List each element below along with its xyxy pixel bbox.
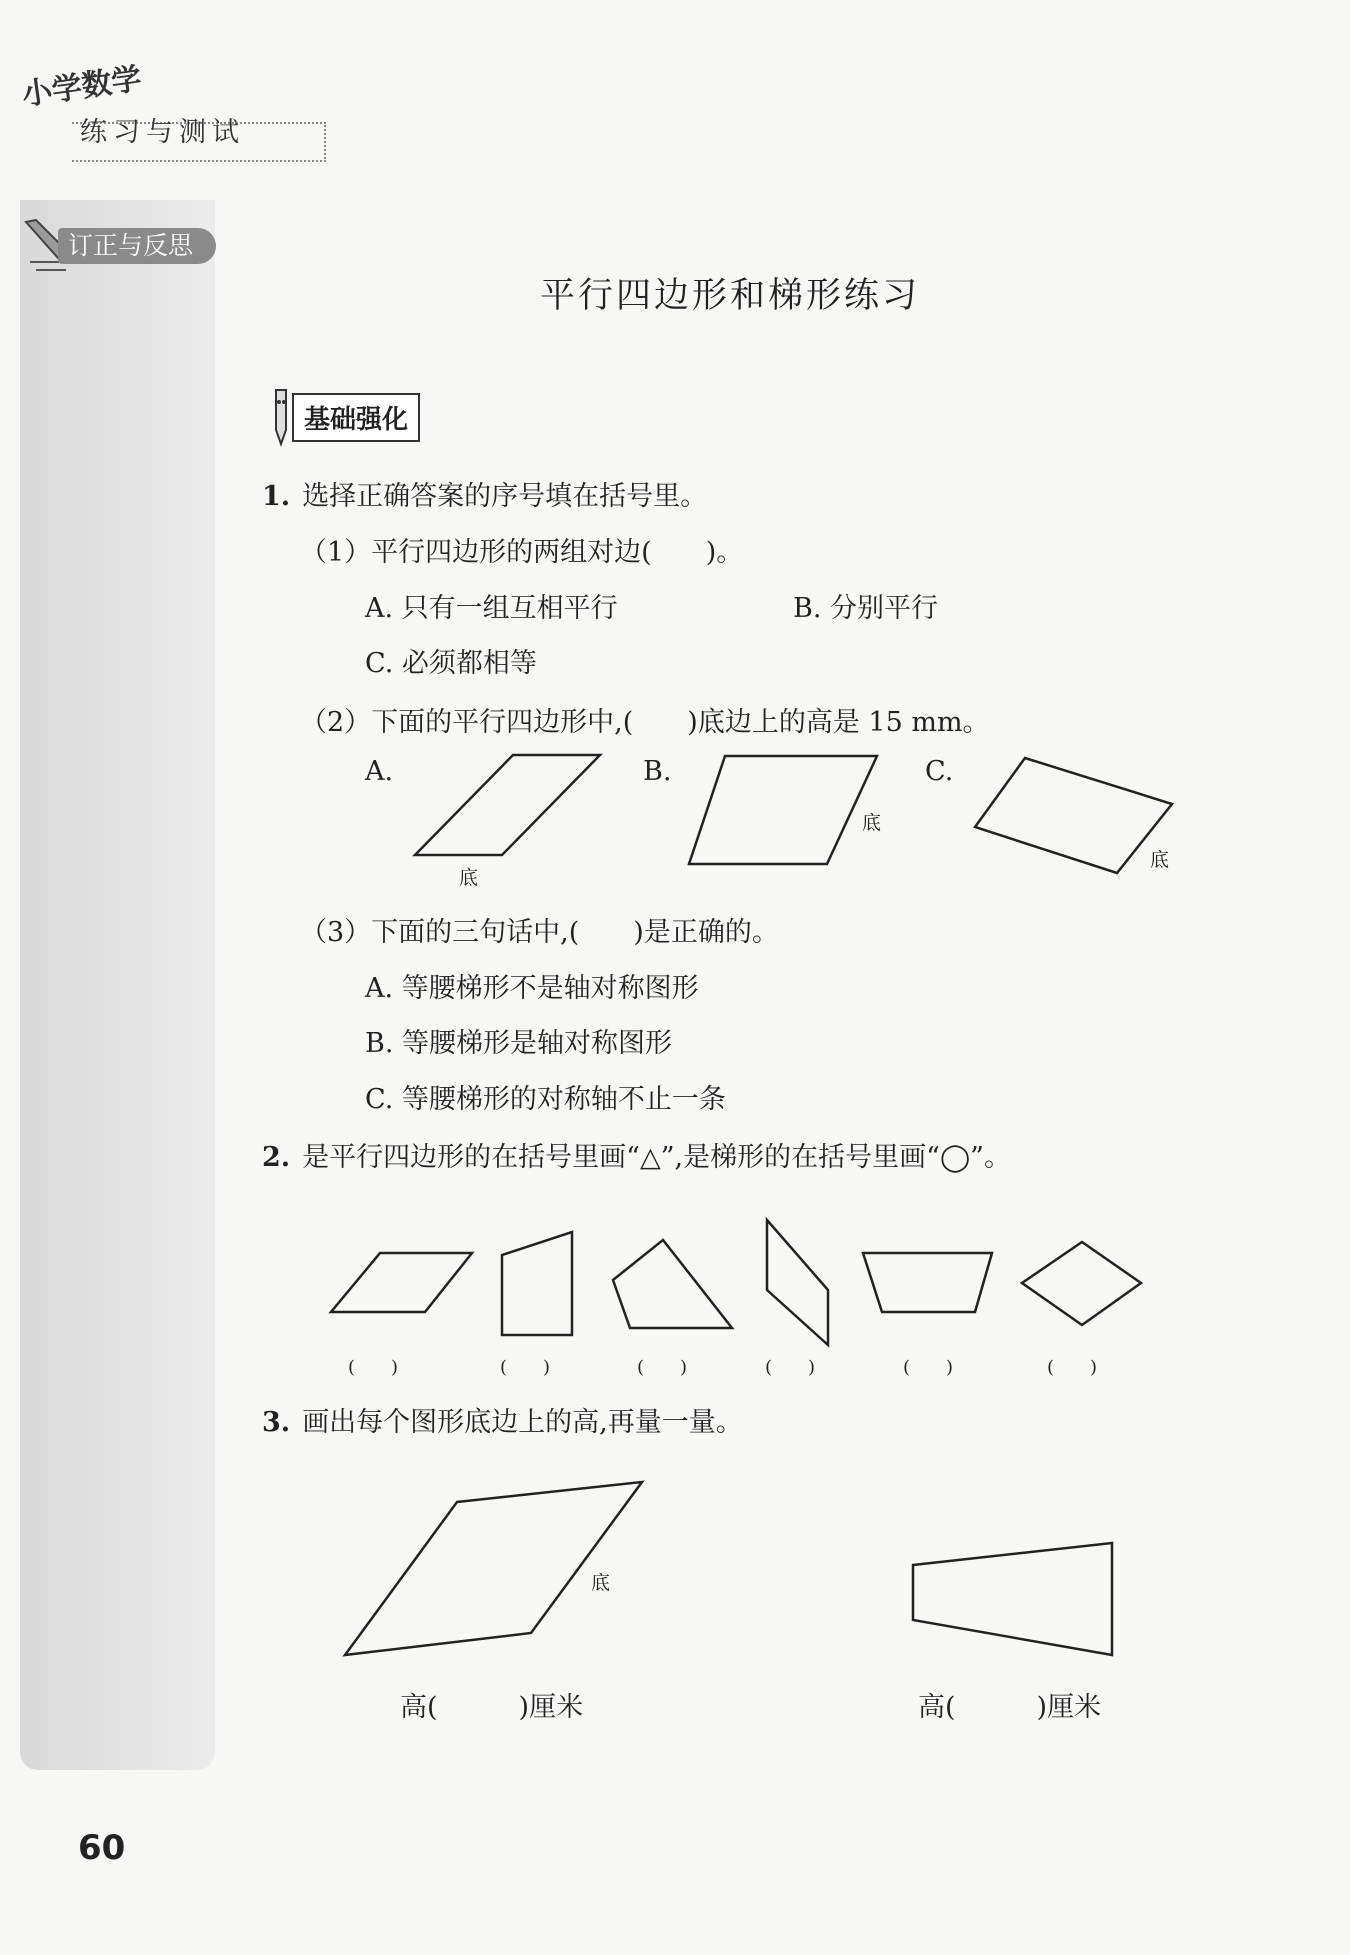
question-text: 画出每个图形底边上的高,再量一量。 bbox=[302, 1407, 743, 1438]
answer-blank-2[interactable]: ( ) bbox=[500, 1357, 551, 1378]
question-number: 2. bbox=[262, 1142, 291, 1173]
height-answer-2[interactable]: 高( )厘米 bbox=[918, 1692, 1102, 1723]
q1-part1-stem: （1）平行四边形的两组对边( )。 bbox=[300, 537, 744, 568]
q1-part1-option-b: B. 分别平行 bbox=[793, 593, 939, 624]
question-number: 3. bbox=[262, 1407, 291, 1438]
q3-trapezoid bbox=[913, 1543, 1112, 1655]
series-title: 小学数学 bbox=[20, 61, 144, 113]
answer-blank-5[interactable]: ( ) bbox=[903, 1357, 954, 1378]
q1-part1-option-c: C. 必须都相等 bbox=[365, 648, 537, 679]
q1-part1-option-a: A. 只有一组互相平行 bbox=[365, 593, 618, 624]
section-label: 基础强化 bbox=[292, 393, 420, 442]
page-title: 平行四边形和梯形练习 bbox=[539, 276, 920, 316]
correction-reflection-tag: 订正与反思 bbox=[58, 228, 216, 264]
answer-blank-6[interactable]: ( ) bbox=[1047, 1357, 1098, 1378]
base-label-c: 底 bbox=[1150, 849, 1170, 871]
question-text: 选择正确答案的序号填在括号里。 bbox=[302, 481, 708, 512]
page-number: 60 bbox=[78, 1828, 126, 1868]
q1-part3-option-a: A. 等腰梯形不是轴对称图形 bbox=[365, 973, 699, 1004]
height-answer-1[interactable]: 高( )厘米 bbox=[400, 1692, 584, 1723]
question-text: 是平行四边形的在括号里画“△”,是梯形的在括号里画“◯”。 bbox=[302, 1142, 1011, 1173]
q1-part2-stem: （2）下面的平行四边形中,( )底边上的高是 15 mm。 bbox=[300, 707, 990, 738]
answer-blank-3[interactable]: ( ) bbox=[637, 1357, 688, 1378]
q1-part3-option-b: B. 等腰梯形是轴对称图形 bbox=[365, 1028, 673, 1059]
q3-base-label: 底 bbox=[591, 1572, 611, 1594]
q1-part2-option-b: B. bbox=[643, 756, 672, 787]
q1-part2-option-a: A. bbox=[365, 756, 394, 787]
question-number: 1. bbox=[262, 481, 291, 512]
book-subtitle: 练习与测试 bbox=[80, 117, 245, 148]
base-label-a: 底 bbox=[459, 867, 479, 889]
q1-part2-option-c: C. bbox=[925, 756, 954, 787]
q1-part3-option-c: C. 等腰梯形的对称轴不止一条 bbox=[365, 1084, 726, 1115]
answer-blank-1[interactable]: ( ) bbox=[348, 1357, 399, 1378]
answer-blank-4[interactable]: ( ) bbox=[765, 1357, 816, 1378]
base-label-b: 底 bbox=[862, 812, 882, 834]
q1-part3-stem: （3）下面的三句话中,( )是正确的。 bbox=[300, 917, 779, 948]
